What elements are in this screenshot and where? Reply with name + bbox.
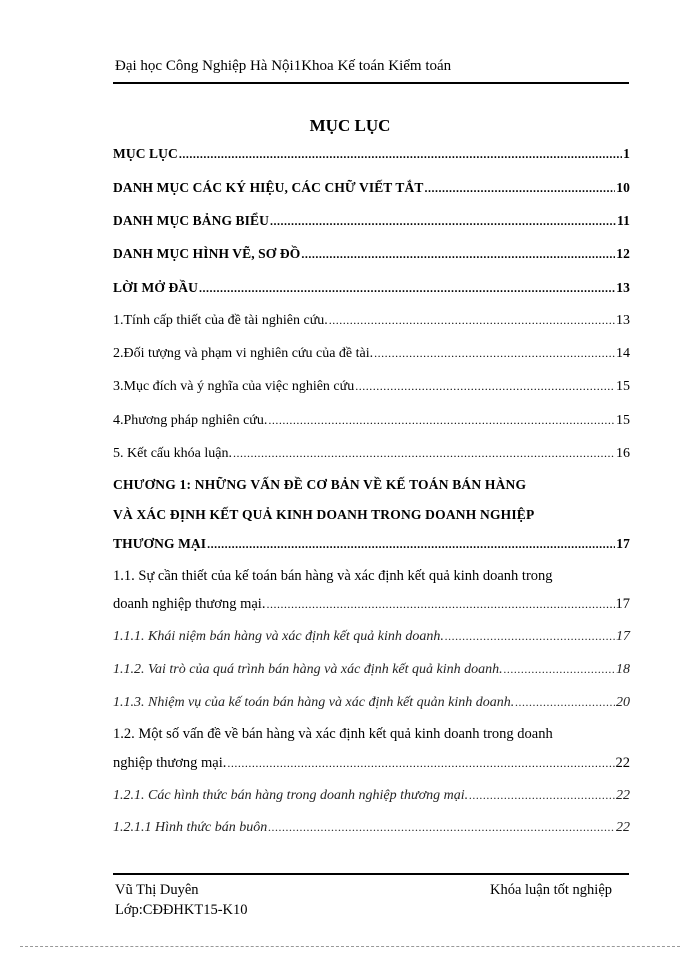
header-divider: [113, 82, 629, 84]
toc-entry[interactable]: [113, 596, 630, 613]
toc-entry-page: 14: [616, 346, 630, 361]
toc-leader-dots: [515, 695, 615, 710]
toc-entry[interactable]: [113, 379, 630, 395]
toc-entry[interactable]: [113, 146, 630, 162]
toc-entry[interactable]: [113, 446, 630, 462]
toc-entry-page: 17: [615, 596, 630, 612]
toc-leader-dots: [504, 662, 615, 677]
toc-chapter-line: VÀ XÁC ĐỊNH KẾT QUẢ KINH DOANH TRONG DOANH NGHIỆP: [113, 507, 535, 522]
toc-leader-dots: [268, 820, 615, 835]
page-bottom-divider: [20, 946, 680, 947]
toc-entry[interactable]: [113, 280, 630, 296]
toc-entry[interactable]: [113, 755, 630, 772]
footer-divider: [113, 873, 629, 875]
toc-entry-page: 11: [617, 213, 630, 228]
toc-entry[interactable]: [113, 246, 630, 262]
toc-leader-dots: [268, 413, 615, 428]
toc-leader-dots: [355, 379, 615, 394]
toc-entry-title: DANH MỤC CÁC KÝ HIỆU, CÁC CHỮ VIẾT TẮT: [113, 180, 424, 195]
toc-entry-page: 10: [616, 180, 630, 195]
toc-entry-title: 1.1.3. Nhiệm vụ của kế toán bán hàng và xác định kết quản kinh doanh.: [113, 695, 515, 710]
toc-entry-title: 1.2.1. Các hình thức bán hàng trong doanh nghiệp thương mại.: [113, 788, 469, 803]
toc-entry[interactable]: [113, 346, 630, 362]
toc-leader-dots: [179, 147, 622, 162]
footer-class: Lớp:CĐĐHKT15-K10: [115, 902, 248, 918]
toc-entry-page: 13: [616, 280, 630, 295]
toc-entry-title: 4.Phương pháp nghiên cứu.: [113, 413, 268, 428]
toc-entry-page: 1: [623, 146, 630, 161]
toc-leader-dots: [233, 446, 615, 461]
toc-chapter-line: CHƯƠNG 1: NHỮNG VẤN ĐỀ CƠ BẢN VỀ KẾ TOÁN BÁN HÀNG: [113, 477, 527, 492]
toc-entry[interactable]: [113, 662, 630, 678]
toc-entry-title: 1.1.2. Vai trò của quá trình bán hàng và xác định kết quả kinh doanh.: [113, 662, 503, 677]
toc-leader-dots: [445, 629, 615, 644]
toc-entry-page: 15: [616, 413, 630, 428]
toc-entry-page: 22: [615, 755, 630, 771]
toc-leader-dots: [207, 537, 615, 552]
toc-entry[interactable]: [113, 180, 630, 196]
footer-author: Vũ Thị Duyên: [115, 882, 199, 898]
toc-entry-title: DANH MỤC BẢNG BIỂU: [113, 213, 269, 228]
toc-entry-title: DANH MỤC HÌNH VẼ, SƠ ĐỒ: [113, 246, 301, 261]
toc-entry-page: 12: [616, 246, 630, 261]
toc-entry-title: LỜI MỞ ĐẦU: [113, 280, 198, 295]
toc-entry-page: 17: [616, 629, 630, 644]
toc-entry-title: 1.1.1. Khái niệm bán hàng và xác định kết quả kinh doanh.: [113, 629, 444, 644]
toc-leader-dots: [424, 181, 615, 196]
toc-entry-title: 1.2.1.1 Hình thức bán buôn: [113, 820, 268, 835]
toc-leader-dots: [469, 788, 615, 803]
toc-leader-dots: [199, 281, 615, 296]
toc-entry-title: 2.Đối tượng và phạm vi nghiên cứu của đề tài.: [113, 346, 374, 361]
toc-leader-dots: [266, 597, 614, 612]
toc-leader-dots: [270, 214, 616, 229]
toc-entry-title: 3.Mục đích và ý nghĩa của việc nghiên cứu: [113, 379, 355, 394]
toc-entry-page: 18: [616, 662, 630, 677]
toc-entry-title: doanh nghiệp thương mại.: [113, 596, 266, 612]
toc-entry[interactable]: [113, 536, 630, 552]
toc-entry-page: 22: [616, 820, 630, 835]
toc-entry[interactable]: [113, 413, 630, 429]
page-title: MỤC LỤC: [309, 116, 391, 135]
toc-section-line: 1.1. Sự cần thiết của kế toán bán hàng và xác định kết quả kinh doanh trong: [113, 568, 553, 584]
toc-entry-page: 16: [616, 446, 630, 461]
page-header: Đại học Công Nghiệp Hà Nội1Khoa Kế toán Kiểm toán: [115, 58, 452, 74]
toc-section-line: 1.2. Một số vấn đề về bán hàng và xác định kết quả kinh doanh trong doanh: [113, 726, 553, 742]
toc-leader-dots: [329, 313, 615, 328]
toc-entry[interactable]: [113, 695, 630, 711]
toc-entry-page: 13: [616, 313, 630, 328]
toc-entry-page: 17: [616, 536, 630, 551]
toc-entry-title: MỤC LỤC: [113, 146, 178, 161]
toc-entry[interactable]: [113, 629, 630, 645]
toc-entry-title: 1.Tính cấp thiết của đề tài nghiên cứu.: [113, 313, 328, 328]
toc-entry-title: 5. Kết cấu khóa luận.: [113, 446, 232, 461]
toc-entry[interactable]: [113, 213, 630, 229]
toc-entry-page: 22: [616, 788, 630, 803]
toc-leader-dots: [374, 346, 615, 361]
toc-entry[interactable]: [113, 820, 630, 836]
toc-entry[interactable]: [113, 313, 630, 329]
toc-entry[interactable]: [113, 788, 630, 804]
toc-leader-dots: [301, 247, 615, 262]
toc-entry-title: THƯƠNG MẠI: [113, 536, 207, 551]
toc-entry-page: 15: [616, 379, 630, 394]
toc-leader-dots: [227, 756, 614, 771]
footer-doc-type: Khóa luận tốt nghiệp: [490, 882, 613, 898]
toc-entry-page: 20: [616, 695, 630, 710]
toc-entry-title: nghiệp thương mại.: [113, 755, 227, 771]
